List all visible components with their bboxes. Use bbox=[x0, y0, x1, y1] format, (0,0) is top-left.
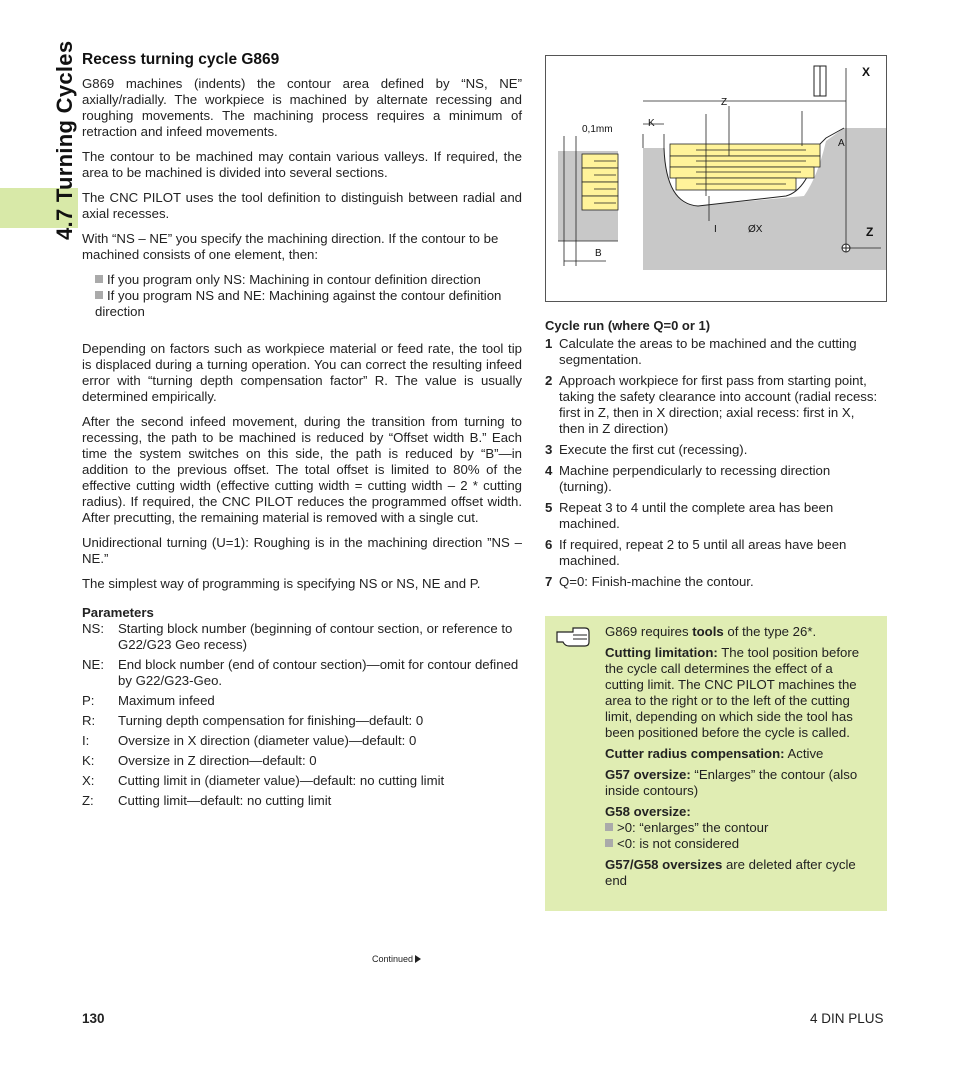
page-heading: Recess turning cycle G869 bbox=[82, 51, 280, 68]
label-mm: 0,1mm bbox=[582, 124, 613, 135]
label-z-top: Z bbox=[721, 97, 728, 108]
parameter-row: NE: End block number (end of contour section)—omit for contour defined by G22/G23-Geo. bbox=[82, 657, 519, 688]
recess-diagram-svg bbox=[546, 56, 886, 301]
tool-shape bbox=[814, 66, 826, 96]
label-dx: ØX bbox=[748, 224, 763, 235]
label-z: Z bbox=[866, 225, 874, 239]
continued-link[interactable]: Continued bbox=[372, 954, 421, 964]
parameter-row: I: Oversize in X direction (diameter value)—default: 0 bbox=[82, 733, 417, 748]
bullet-item: If you program only NS: Machining in contour definition direction bbox=[95, 272, 522, 288]
note-crc: Cutter radius compensation: Active bbox=[605, 746, 824, 761]
cycle-step: 4 Machine perpendicularly to recessing direction (turning). bbox=[545, 463, 831, 494]
bullet-square-icon bbox=[605, 839, 613, 847]
note-body bbox=[605, 624, 875, 894]
bullet-item: If you program NS and NE: Machining against the contour definition direction bbox=[95, 288, 502, 319]
paragraph-5: Depending on factors such as workpiece material or feed rate, the tool tip is displaced during a turning operation. You can correct the resulting infeed error with “turning depth compensation factor” R. The value is usually determined empirically. bbox=[82, 341, 522, 404]
parameters-heading: Parameters bbox=[82, 605, 154, 620]
bullet-square-icon bbox=[95, 291, 103, 299]
pointing-hand-icon bbox=[555, 624, 595, 653]
paragraph-7: Unidirectional turning (U=1): Roughing is in the machining direction ”NS – NE.” bbox=[82, 535, 522, 566]
triangle-right-icon bbox=[415, 955, 421, 963]
parameter-row: R: Turning depth compensation for finishing—default: 0 bbox=[82, 713, 424, 728]
section-tab bbox=[0, 40, 78, 240]
cycle-step: 1 Calculate the areas to be machined and the cutting segmentation. bbox=[545, 336, 857, 367]
note-g57: G57 oversize: “Enlarges” the contour (also inside contours) bbox=[605, 767, 858, 798]
note-g58-item: <0: is not considered bbox=[605, 836, 875, 852]
note-tools: G869 requires tools of the type 26*. bbox=[605, 624, 817, 639]
bullet-square-icon bbox=[95, 275, 103, 283]
parameter-list bbox=[82, 621, 522, 809]
cycle-step: 7 Q=0: Finish-machine the contour. bbox=[545, 574, 754, 589]
section-title: 4.7 Turning Cycles bbox=[52, 40, 77, 240]
note-g58: G58 oversize: bbox=[605, 804, 691, 819]
paragraph-4: With “NS – NE” you specify the machining direction. If the contour to be machined consists of one element, then: bbox=[82, 231, 499, 262]
cycle-step: 6 If required, repeat 2 to 5 until all areas have been machined. bbox=[545, 537, 847, 568]
label-b: B bbox=[595, 248, 602, 259]
cycle-step: 2 Approach workpiece for first pass from starting point, taking the safety clearance into account (radial recess: first in Z, then in X direction; axial recess: first in X, then in Z direction) bbox=[545, 373, 878, 436]
label-k: K bbox=[648, 118, 655, 129]
cycle-run-column bbox=[545, 318, 881, 595]
note-box bbox=[545, 616, 887, 911]
paragraph-6: After the second infeed movement, during the transition from turning to recessing, the path to be machined is reduced by “Offset width B.” Each time the system switches on this side, the path is reduced by “B”—in addition to the previous offset. The total offset is limited to 80% of the effective cutting width (effective cutting width = cutting width – 2 * cutting radius). If required, the CNC PILOT reduces the programmed offset width. After precutting, the remaining material is removed with a single cut. bbox=[82, 414, 522, 525]
note-g58-item: >0: “enlarges” the contour bbox=[605, 820, 875, 836]
label-a: A bbox=[838, 138, 845, 149]
parameter-row: X: Cutting limit in (diameter value)—default: no cutting limit bbox=[82, 773, 445, 788]
yellow-passes-left bbox=[582, 154, 618, 210]
cycle-step: 5 Repeat 3 to 4 until the complete area has been machined. bbox=[545, 500, 834, 531]
cycle-run-heading: Cycle run (where Q=0 or 1) bbox=[545, 318, 711, 333]
cycle-step: 3 Execute the first cut (recessing). bbox=[545, 442, 748, 457]
recess-diagram bbox=[545, 55, 887, 302]
paragraph-1: G869 machines (indents) the contour area defined by “NS, NE” axially/radially. The workpiece is machined by alternate recessing and roughing movements. The machining process requires a minimum of retraction and infeed movements. bbox=[82, 76, 522, 139]
paragraph-3: The CNC PILOT uses the tool definition to distinguish between radial and axial recesses. bbox=[82, 190, 522, 221]
label-i: I bbox=[714, 224, 717, 235]
label-x: X bbox=[862, 65, 871, 79]
page-number: 130 bbox=[82, 1011, 105, 1026]
parameter-row: Z: Cutting limit—default: no cutting limit bbox=[82, 793, 332, 808]
note-deleted: G57/G58 oversizes are deleted after cycle end bbox=[605, 857, 856, 888]
parameter-row: P: Maximum infeed bbox=[82, 693, 215, 708]
main-text-column bbox=[82, 52, 522, 813]
bullet-list bbox=[95, 272, 522, 320]
book-title: 4 DIN PLUS bbox=[810, 1011, 884, 1026]
note-cutting-limitation: Cutting limitation: The tool position before the cycle call determines the effect of a cutting limit. The CNC PILOT machines the area to the right or to the left of the cutting limit, depending on which side the tool has been positioned before the cycle is called. bbox=[605, 645, 860, 740]
paragraph-8: The simplest way of programming is specifying NS or NS, NE and P. bbox=[82, 576, 481, 591]
parameter-row: K: Oversize in Z direction—default: 0 bbox=[82, 753, 317, 768]
paragraph-2: The contour to be machined may contain various valleys. If required, the area to be machined is divided into several sections. bbox=[82, 149, 522, 180]
parameter-row: NS: Starting block number (beginning of contour section, or reference to G22/G23 Geo recess) bbox=[82, 621, 513, 652]
bullet-square-icon bbox=[605, 823, 613, 831]
yellow-passes bbox=[670, 144, 820, 190]
